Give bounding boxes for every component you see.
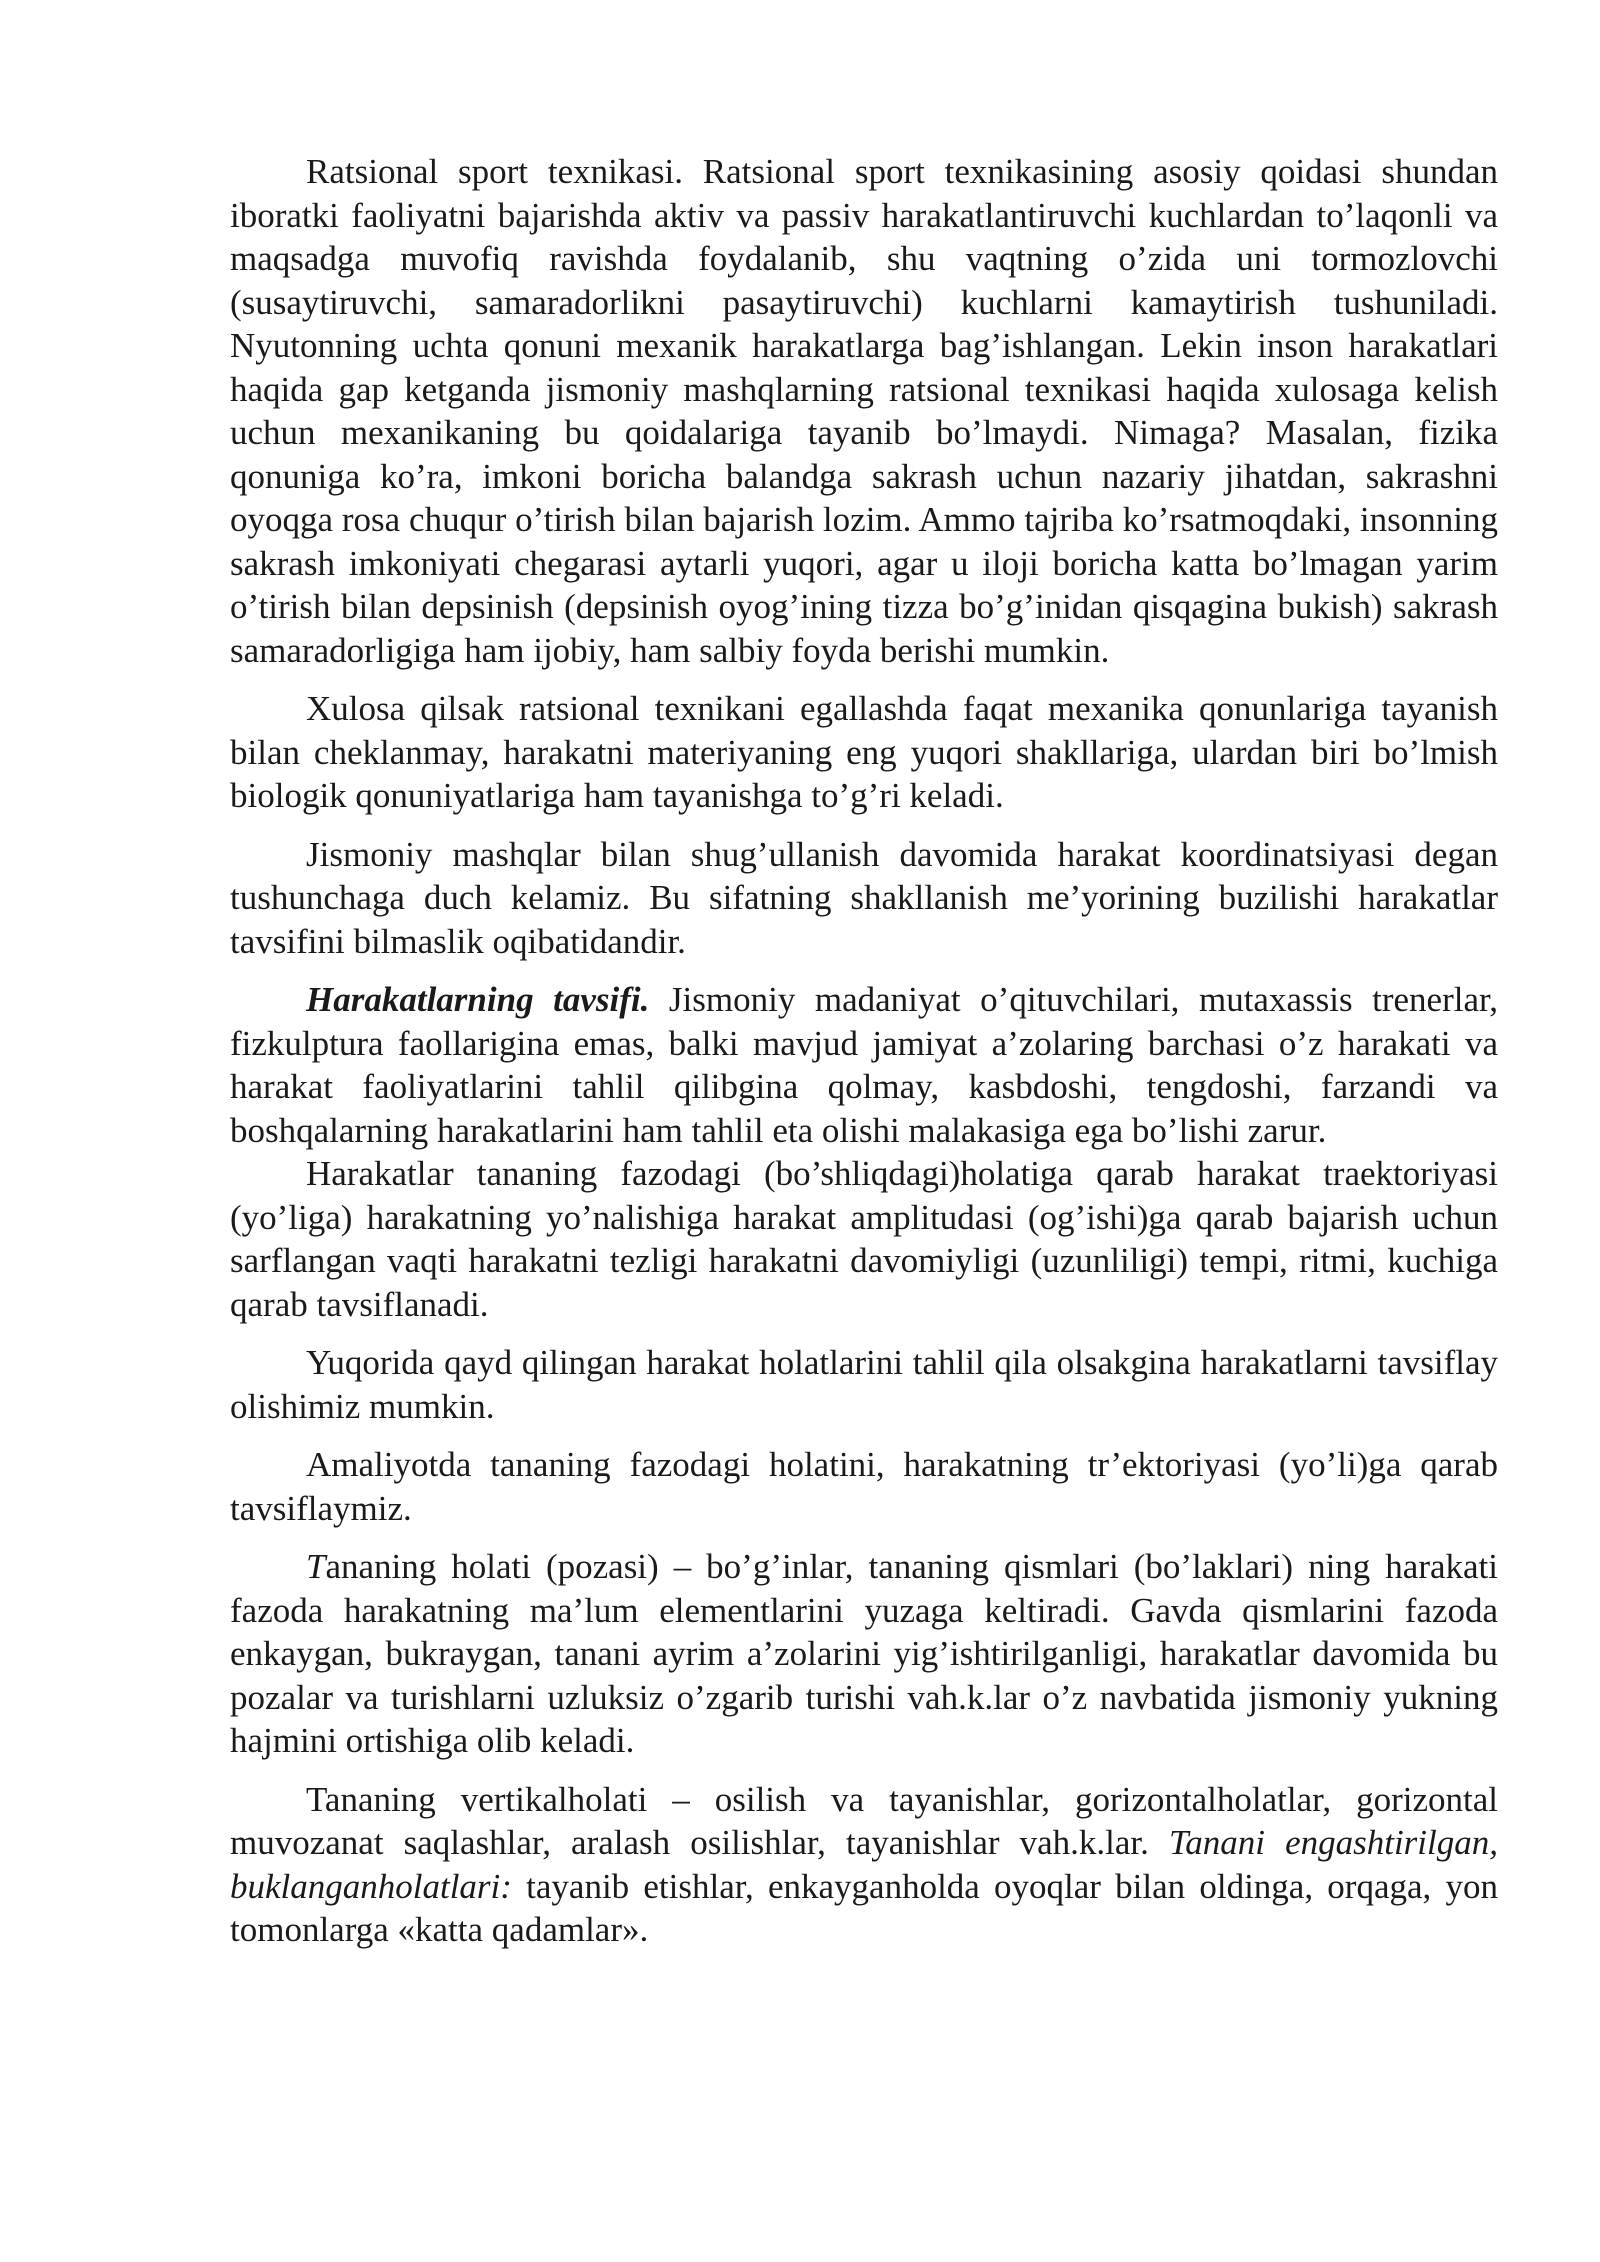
paragraph-text: Jismoniy madaniyat o’qituvchilari, mutaxassis trenerlar, fizkulptura faollarigina emas, balki mavjud jamiyat a’zolaring barchasi o’z harakati va harakat faoliyatlarini tahlil qilibgina qolmay, kasbdoshi, tengdoshi, farzandi va boshqalarning harakatlarini ham tahlil eta olishi malakasiga ega bo’lishi zarur. — [230, 980, 1498, 1150]
paragraph-text: Xulosa qilsak ratsional texnikani egallashda faqat mexanika qonunlariga tayanish bilan cheklanmay, harakatni materiyaning eng yuqori shakllariga, ulardan biri bo’lmish biologik qonuniyatlariga ham tayanishga to’g’ri keladi. — [230, 689, 1498, 815]
paragraph-vertical-position — [230, 1778, 1498, 1952]
section-heading: Harakatlarning tavsifi. — [306, 980, 650, 1019]
paragraph-body-position — [230, 1545, 1498, 1763]
paragraph-analysis — [230, 1341, 1498, 1428]
paragraph-conclusion — [230, 687, 1498, 818]
first-letter: T — [306, 1547, 326, 1586]
paragraph-rational-technique — [230, 150, 1498, 672]
paragraph-text-end: tayanib etishlar, enkayganholda oyoqlar bilan oldinga, orqaga, yon tomonlarga «katta qadamlar». — [230, 1866, 1498, 1949]
paragraph-text: Amaliyotda tananing fazodagi holatini, harakatning tr’ektoriyasi (yo’li)ga qarab tavsiflaymiz. — [230, 1445, 1498, 1528]
document-page — [230, 150, 1498, 1967]
paragraph-coordination — [230, 833, 1498, 964]
paragraph-text: Jismoniy mashqlar bilan shug’ullanish davomida harakat koordinatsiyasi degan tushunchaga duch kelamiz. Bu sifatning shakllanish me’yorining buzilishi harakatlar tavsifini bilmaslik oqibatidandir. — [230, 834, 1498, 961]
paragraph-text: ananing holati (pozasi) – bo’g’inlar, tananing qismlari (bo’laklari) ning harakati fazoda harakatning ma’lum elementlarini yuzaga keltiradi. Gavda qismlarini fazoda enkaygan, bukraygan, tanani ayrim a’zolarini yig’ishtirilganligi, harakatlar davomida bu pozalar va turishlarni uzluksiz o’zgarib turishi vah.k.lar o’z navbatida jismoniy yukning hajmini ortishiga olib keladi. — [230, 1547, 1498, 1760]
paragraph-text: Yuqorida qayd qilingan harakat holatlarini tahlil qila olsakgina harakatlarni tavsiflay olishimiz mumkin. — [230, 1343, 1498, 1426]
paragraph-text: Ratsional sport texnikasi. Ratsional sport texnikasining asosiy qoidasi shundan iboratki faoliyatni bajarishda aktiv va passiv harakatlantiruvchi kuchlardan to’laqonli va maqsadga muvofiq ravishda foydalanib, shu vaqtning o’zida uni tormozlovchi (susaytiruvchi, samaradorlikni pasaytiruvchi) kuchlarni kamaytirish tushuniladi. Nyutonning uchta qonuni mexanik harakatlarga bag’ishlangan. Lekin inson harakatlari haqida gap ketganda jismoniy mashqlarning ratsional texnikasi haqida xulosaga kelish uchun mexanikaning bu qoidalariga tayanib bo’lmaydi. Nimaga? Masalan, fizika qonuniga ko’ra, imkoni boricha balandga sakrash uchun nazariy jihatdan, sakrashni oyoqga rosa chuqur o’tirish bilan bajarish lozim. Ammo tajriba ko’rsatmoqdaki, insonning sakrash imkoniyati chegarasi aytarli yuqori, agar u iloji boricha katta bo’lmagan yarim o’tirish bilan depsinish (depsinish oyog’ining tizza bo’g’inidan qisqagina bukish) sakrash samaradorligiga ham ijobiy, ham salbiy foyda berishi mumkin. — [230, 152, 1498, 670]
italic-phrase: Tanani engashtirilgan, buklanganholatlari: — [230, 1823, 1498, 1906]
paragraph-text: Harakatlar tananing fazodagi (bo’shliqdagi)holatiga qarab harakat traektoriyasi (yo’liga) harakatning yo’nalishiga harakat amplitudasi (og’ishi)ga qarab bajarish uchun sarflangan vaqti harakatni tezligi harakatni davomiyligi (uzunliligi) tempi, ritmi, kuchiga qarab tavsiflanadi. — [230, 1154, 1498, 1324]
paragraph-text: Tananing vertikalholati – osilish va tayanishlar, gorizontalholatlar, gorizontal muvozanat saqlashlar, aralash osilishlar, tayanishlar vah.k.lar. — [230, 1779, 1498, 1862]
paragraph-practice — [230, 1443, 1498, 1530]
paragraph-movement-characteristics — [230, 978, 1498, 1152]
paragraph-movement-classification — [230, 1152, 1498, 1326]
